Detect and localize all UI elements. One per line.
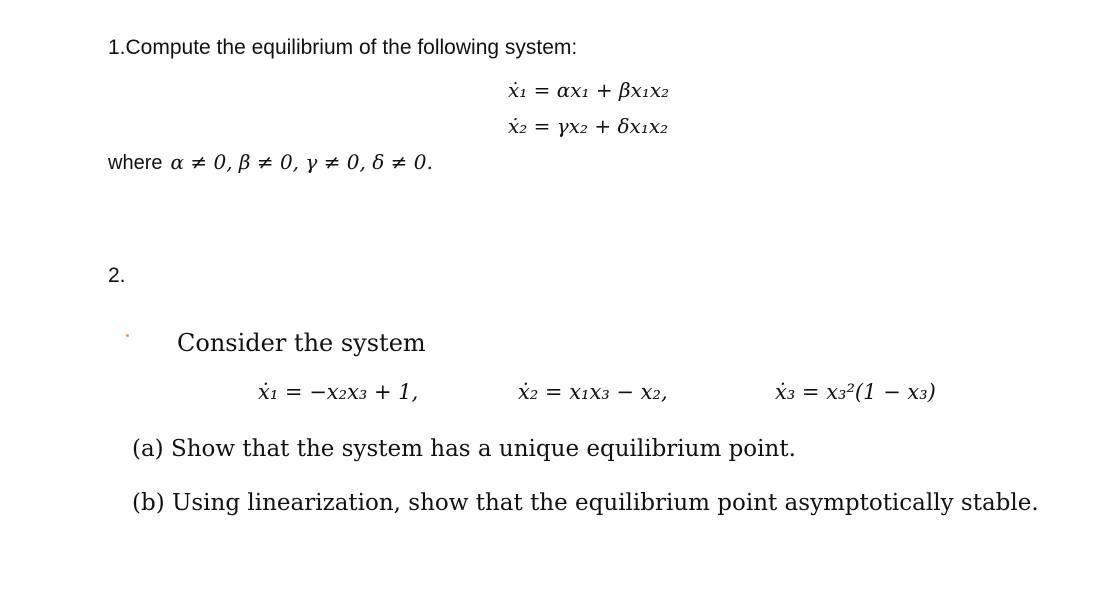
question-2-equation-3: ẋ₃ = x₃²(1 − x₃): [775, 380, 936, 404]
question-2-part-b: (b) Using linearization, show that the equilibrium point asymptotically stable.: [132, 490, 1039, 516]
question-2-part-a: (a) Show that the system has a unique equilibrium point.: [132, 436, 796, 462]
question-1-heading: 1.Compute the equilibrium of the following system:: [108, 36, 578, 59]
question-2-equation-1: ẋ₁ = −x₂x₃ + 1,: [258, 380, 419, 404]
question-1-equation-2: ẋ₂ = γx₂ + δx₁x₂: [508, 114, 669, 138]
stray-mark: [126, 334, 129, 337]
parameter-conditions: α ≠ 0, β ≠ 0, γ ≠ 0, δ ≠ 0.: [170, 150, 433, 174]
question-2-intro: Consider the system: [177, 329, 426, 357]
question-2-equation-2: ẋ₂ = x₁x₃ − x₂,: [518, 380, 668, 404]
question-1-conditions: [108, 150, 433, 175]
question-2-number: 2.: [108, 264, 126, 287]
where-label: where: [108, 152, 163, 174]
question-1-equation-1: ẋ₁ = αx₁ + βx₁x₂: [508, 78, 670, 102]
